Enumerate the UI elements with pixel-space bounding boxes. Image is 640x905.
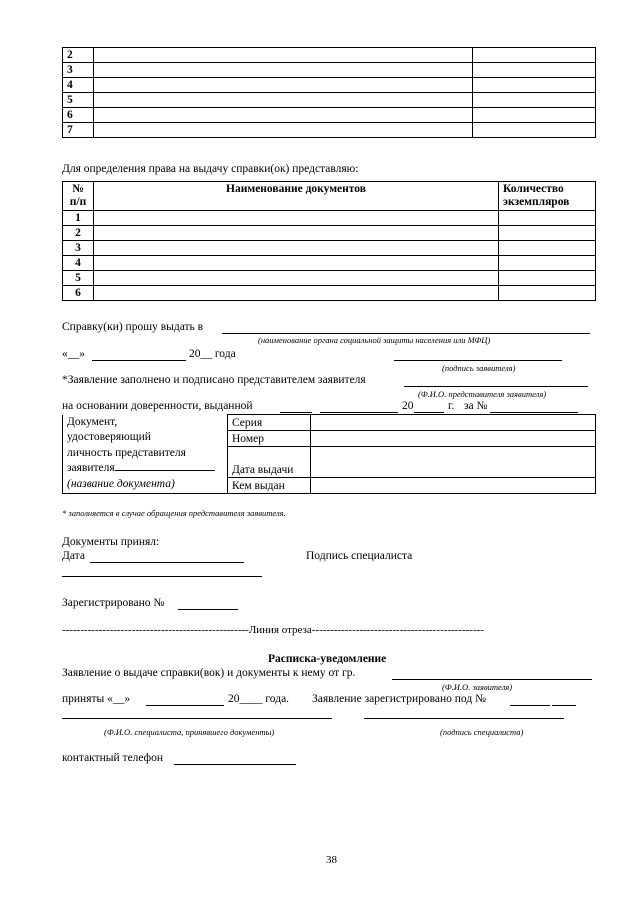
top-row-cell[interactable] bbox=[94, 63, 473, 78]
accepted-date-label: Дата bbox=[62, 550, 85, 562]
doc-row-number: 3 bbox=[63, 241, 94, 256]
doc-table-row bbox=[63, 211, 596, 226]
doc-table-row bbox=[63, 241, 596, 256]
id-issue-date-value[interactable] bbox=[311, 447, 596, 478]
receipt-title: Расписка-уведомление bbox=[268, 653, 387, 665]
top-table bbox=[62, 47, 596, 138]
receipt-month-field[interactable] bbox=[146, 705, 224, 706]
doc-row-name[interactable] bbox=[94, 226, 499, 241]
id-issued-by-value[interactable] bbox=[311, 478, 596, 494]
applicant-sign-hint: (подпись заявителя) bbox=[442, 363, 516, 373]
doc-row-name[interactable] bbox=[94, 256, 499, 271]
id-issued-by-label: Кем выдан bbox=[228, 478, 311, 494]
rep-basis-field-2[interactable] bbox=[320, 412, 398, 413]
top-row-cell[interactable] bbox=[473, 78, 596, 93]
doc-row-name[interactable] bbox=[94, 211, 499, 226]
date-quote: «__» bbox=[62, 348, 85, 360]
request-org-hint: (наименование органа социальной защиты населения или МФЦ) bbox=[258, 335, 491, 345]
rep-year-field[interactable] bbox=[414, 412, 444, 413]
doc-table-row bbox=[63, 226, 596, 241]
receipt-spec-hint: (Ф.И.О. специалиста, принявшего документы) bbox=[104, 727, 275, 737]
doc-row-name[interactable] bbox=[94, 286, 499, 301]
request-label: Справку(ки) прошу выдать в bbox=[62, 321, 204, 333]
receipt-year: 20____ года. bbox=[228, 693, 290, 705]
rep-za: за № bbox=[464, 400, 488, 412]
top-row-cell[interactable] bbox=[94, 78, 473, 93]
rep-g: г. bbox=[448, 400, 455, 412]
footnote: * заполняется в случае обращения представителя заявителя. bbox=[62, 508, 286, 518]
rep-fio-field[interactable] bbox=[404, 386, 588, 387]
accepted-title: Документы принял: bbox=[62, 536, 160, 548]
doc-row-number: 4 bbox=[63, 256, 94, 271]
rep-basis-field-1[interactable] bbox=[280, 412, 312, 413]
doc-row-count[interactable] bbox=[499, 286, 596, 301]
receipt-fio-field[interactable] bbox=[392, 679, 592, 680]
doc-row-count[interactable] bbox=[499, 211, 596, 226]
id-doc-label-1: Документ, bbox=[67, 415, 118, 428]
doc-row-count[interactable] bbox=[499, 226, 596, 241]
rep-year: 20 bbox=[402, 400, 414, 412]
top-row-number: 2 bbox=[63, 48, 94, 63]
top-row-number: 7 bbox=[63, 123, 94, 138]
col-count-header: Количество экземпляров bbox=[499, 182, 596, 211]
receipt-reg-number-field[interactable] bbox=[510, 705, 550, 706]
doc-row-count[interactable] bbox=[499, 256, 596, 271]
id-doc-label-4: заявителя bbox=[67, 462, 115, 474]
receipt-accepted: приняты «__» bbox=[62, 693, 131, 705]
top-row-number: 4 bbox=[63, 78, 94, 93]
top-row-number: 6 bbox=[63, 108, 94, 123]
phone-field[interactable] bbox=[174, 764, 296, 765]
phone-label: контактный телефон bbox=[62, 752, 164, 764]
doc-row-count[interactable] bbox=[499, 241, 596, 256]
top-row-cell[interactable] bbox=[94, 123, 473, 138]
doc-table-row bbox=[63, 286, 596, 301]
top-row-cell[interactable] bbox=[473, 48, 596, 63]
rep-text: *Заявление заполнено и подписано представителем заявителя bbox=[62, 374, 366, 386]
doc-row-number: 1 bbox=[63, 211, 94, 226]
id-series-value[interactable] bbox=[311, 415, 596, 431]
accepted-date-field[interactable] bbox=[90, 562, 244, 563]
top-table-row bbox=[63, 48, 596, 63]
registered-number-field[interactable] bbox=[178, 609, 238, 610]
top-row-cell[interactable] bbox=[94, 93, 473, 108]
top-table-row bbox=[63, 108, 596, 123]
top-row-cell[interactable] bbox=[94, 108, 473, 123]
rep-basis: на основании доверенности, выданной bbox=[62, 400, 253, 412]
date-month-field[interactable] bbox=[92, 360, 186, 361]
top-row-cell[interactable] bbox=[473, 108, 596, 123]
id-document-table bbox=[62, 414, 596, 494]
receipt-fio-hint: (Ф.И.О. заявителя) bbox=[442, 682, 513, 692]
id-issue-date-label: Дата выдачи bbox=[228, 447, 311, 478]
page-number: 38 bbox=[326, 854, 337, 866]
registered-label: Зарегистрировано № bbox=[62, 597, 165, 609]
id-doc-label-5: (название документа) bbox=[67, 477, 175, 490]
doc-row-name[interactable] bbox=[94, 271, 499, 286]
date-year: 20__ года bbox=[189, 348, 236, 360]
doc-table-row bbox=[63, 256, 596, 271]
receipt-reg-suffix-field[interactable] bbox=[552, 705, 576, 706]
doc-row-count[interactable] bbox=[499, 271, 596, 286]
doc-row-number: 2 bbox=[63, 226, 94, 241]
request-org-field[interactable] bbox=[222, 333, 590, 334]
rep-fio-hint: (Ф.И.О. представителя заявителя) bbox=[418, 389, 547, 399]
accepted-sign-label: Подпись специалиста bbox=[306, 550, 413, 562]
rep-number-field[interactable] bbox=[490, 412, 578, 413]
receipt-text: Заявление о выдаче справки(вок) и документы к нему от гр. bbox=[62, 667, 356, 679]
accepted-sign-field[interactable] bbox=[62, 576, 262, 577]
top-row-cell[interactable] bbox=[473, 123, 596, 138]
id-doc-label-3: личность представителя bbox=[67, 446, 186, 459]
id-number-label: Номер bbox=[228, 431, 311, 447]
documents-table bbox=[62, 181, 596, 301]
id-doc-name-field[interactable] bbox=[115, 470, 215, 471]
receipt-reg: Заявление зарегистрировано под № bbox=[312, 693, 487, 705]
applicant-sign-field[interactable] bbox=[394, 360, 562, 361]
top-row-cell[interactable] bbox=[94, 48, 473, 63]
doc-row-name[interactable] bbox=[94, 241, 499, 256]
receipt-spec-sign-field[interactable] bbox=[364, 718, 564, 719]
intro-text: Для определения права на выдачу справки(ок) представляю: bbox=[62, 163, 359, 175]
doc-row-number: 5 bbox=[63, 271, 94, 286]
receipt-sign-hint: (подпись специалиста) bbox=[440, 727, 524, 737]
id-series-label: Серия bbox=[228, 415, 311, 431]
receipt-spec-fio-field[interactable] bbox=[62, 718, 332, 719]
top-row-cell[interactable] bbox=[473, 93, 596, 108]
col-name-header: Наименование документов bbox=[94, 182, 499, 211]
top-table-row bbox=[63, 123, 596, 138]
top-table-row bbox=[63, 78, 596, 93]
id-doc-label-2: удостоверяющий bbox=[67, 431, 151, 443]
id-doc-label-cell bbox=[63, 415, 228, 494]
col-num-header: № п/п bbox=[63, 182, 94, 211]
doc-table-row bbox=[63, 271, 596, 286]
top-row-number: 3 bbox=[63, 63, 94, 78]
cut-line: ---------------------------------------------------Линия отреза----------------------------------------------- bbox=[62, 624, 484, 636]
top-table-row bbox=[63, 63, 596, 78]
top-row-number: 5 bbox=[63, 93, 94, 108]
top-table-row bbox=[63, 93, 596, 108]
doc-row-number: 6 bbox=[63, 286, 94, 301]
id-number-value[interactable] bbox=[311, 431, 596, 447]
top-row-cell[interactable] bbox=[473, 63, 596, 78]
